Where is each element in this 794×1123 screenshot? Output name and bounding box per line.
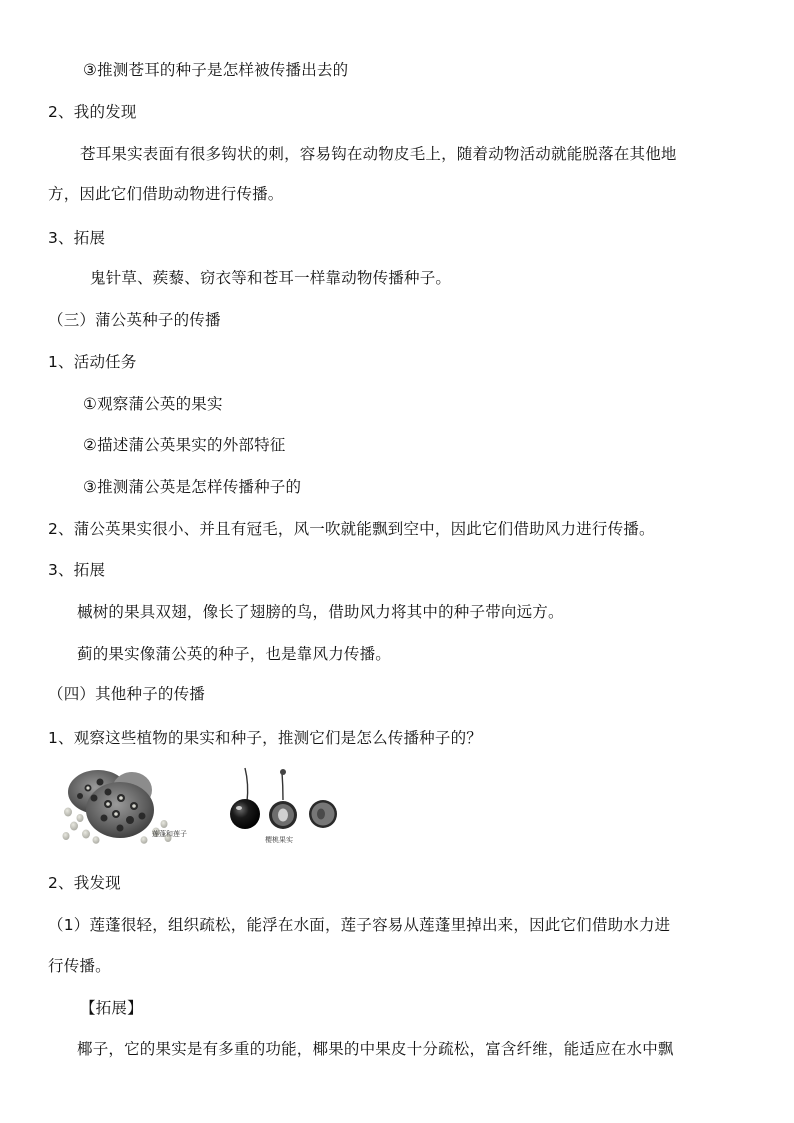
text-line: 3、拓展 xyxy=(48,229,106,247)
text-line: 蓟的果实像蒲公英的种子，也是靠风力传播。 xyxy=(77,645,392,663)
cherry-figure xyxy=(225,762,345,848)
lotus-figure xyxy=(58,760,190,846)
text-line: 2、我发现 xyxy=(48,874,121,892)
section-heading: （三）蒲公英种子的传播 xyxy=(48,311,221,329)
text-line: 2、蒲公英果实很小、并且有冠毛，风一吹就能飘到空中，因此它们借助风力进行传播。 xyxy=(48,520,655,538)
text-line: 3、拓展 xyxy=(48,561,106,579)
text-line: 2、我的发现 xyxy=(48,103,137,121)
cherry-caption: 樱桃果实 xyxy=(265,836,293,844)
text-line: 苍耳果实表面有很多钩状的刺，容易钩在动物皮毛上，随着动物活动就能脱落在其他地 xyxy=(80,145,677,163)
section-heading: （四）其他种子的传播 xyxy=(48,685,206,703)
text-line: ②描述蒲公英果实的外部特征 xyxy=(83,436,286,454)
text-line: ③推测蒲公英是怎样传播种子的 xyxy=(83,478,302,496)
text-line: （1）莲蓬很轻，组织疏松，能浮在水面，莲子容易从莲蓬里掉出来，因此它们借助水力进 xyxy=(48,916,671,934)
lotus-caption: 莲蓬和莲子 xyxy=(152,830,187,838)
text-line: ①观察蒲公英的果实 xyxy=(83,395,223,413)
text-line: 方，因此它们借助动物进行传播。 xyxy=(48,185,284,203)
text-line: 1、观察这些植物的果实和种子，推测它们是怎么传播种子的？ xyxy=(48,729,482,747)
text-line: ③推测苍耳的种子是怎样被传播出去的 xyxy=(83,61,349,79)
text-line: 1、活动任务 xyxy=(48,353,137,371)
cherry-image xyxy=(225,762,345,834)
text-line: 【拓展】 xyxy=(80,999,143,1017)
text-line: 鬼针草、蒺藜、窃衣等和苍耳一样靠动物传播种子。 xyxy=(90,269,452,287)
text-line: 椰子，它的果实是有多重的功能，椰果的中果皮十分疏松，富含纤维，能适应在水中飘 xyxy=(77,1040,674,1058)
text-line: 行传播。 xyxy=(48,957,111,975)
text-line: 槭树的果具双翅，像长了翅膀的鸟，借助风力将其中的种子带向远方。 xyxy=(77,603,564,621)
